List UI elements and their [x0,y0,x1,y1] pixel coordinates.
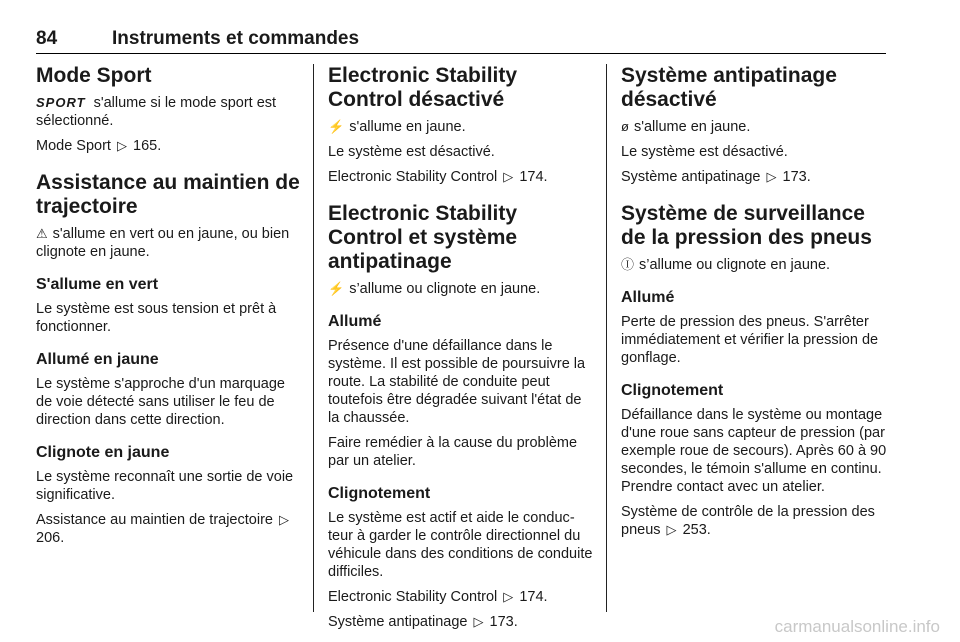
section-heading-esc-tc: Electronic Stability Control et système antipatinage [328,202,518,273]
column-3: Système antipatinage désactivé ø s'allume en jaune. Le système est désactivé. Système antipatinage ▷ 173. Système de surveillance de la pression des pneus Ⓘ s’allume ou clignote en jaune. Allumé Perte de pression des pneus. S'arrêter immédiatement et vérifier la pression de gonflage. Clignotement Défaillance dans le système ou montage d'une roue sans capteur de pression (par exemple roue de secours). Après 60 à 90 secondes, le témoin s'allume en continu. Prendre contact avec un atelier. Système de contrôle de la pression des pneus ▷ 253. [621,64,887,538]
header-divider [36,53,886,54]
page-ref-arrow-icon: ▷ [117,138,127,153]
esc-off-icon: ⚡ [328,119,345,134]
subheading-on: Allumé [621,289,675,306]
page-ref-arrow-icon: ▷ [503,169,514,184]
page-ref-link[interactable]: 173. [782,169,811,185]
watermark: carmanualsonline.info [774,617,940,636]
page-ref-link[interactable]: 174. [519,169,548,185]
column-divider-2 [606,64,607,612]
subheading-blink: Clignotement [328,485,431,502]
section-heading-tc-off: Système antipatinage désactivé [621,64,837,111]
tire-pressure-icon: Ⓘ [621,257,635,272]
page-ref-arrow-icon: ▷ [766,169,777,184]
chapter-title: Instruments et commandes [112,28,360,49]
page-ref-arrow-icon: ▷ [503,589,514,604]
page-ref-arrow-icon: ▷ [473,614,484,629]
sport-mode-icon: SPORT [36,95,86,110]
page-header [36,26,886,52]
page-ref-link[interactable]: 174. [519,589,548,605]
section-heading-esc-off: Electronic Stability Control désactivé [328,64,518,111]
subheading-blink-yellow: Clignote en jaune [36,444,170,461]
subheading-blink: Clignotement [621,382,724,399]
subheading-green: S'allume en vert [36,276,159,293]
column-divider-1 [313,64,314,612]
page-ref-link[interactable]: 206. [36,530,65,546]
column-1: Mode Sport SPORT s'allume si le mode sport est sélectionné. Mode Sport ▷ 165. Assistance au maintien de trajectoire ⚠ s'allume en vert ou en jaune, ou bien clignote en jaune. S'allume en vert Le système est sous tension et prêt à fonctionner. Allumé en jaune Le système s'approche d'un marquage de voie détecté sans utiliser le feu de direction dans cette direction. Clignote en jaune Le système reconnaît une sortie de voie significative. Assistance au maintien de trajectoire ▷ 206. [36,64,302,554]
esc-tc-icon: ⚡ [328,281,345,296]
section-heading-lane-assist: Assistance au maintien de trajectoire [36,171,300,218]
page-ref-arrow-icon: ▷ [279,512,289,527]
page-ref-link[interactable]: 165. [133,138,162,154]
section-heading-tpms: Système de surveillance de la pression des pneus [621,202,872,249]
traction-control-off-icon: ø [621,119,629,134]
section-heading-sport: Mode Sport [36,64,152,87]
page-ref-link[interactable]: 253. [682,522,711,538]
page-ref-arrow-icon: ▷ [666,522,677,537]
page-ref-link[interactable]: 173. [489,614,518,630]
subheading-on: Allumé [328,313,382,330]
subheading-yellow: Allumé en jaune [36,351,159,368]
lane-assist-icon: ⚠ [36,226,48,241]
page-number: 84 [36,28,58,49]
column-2: Electronic Stability Control désactivé ⚡ s'allume en jaune. Le système est désactivé. Electronic Stability Control ▷ 174. Electronic Stability Control et système antipatinage ⚡ s’allume ou clignote en jaune. Allumé Présence d'une défaillance dans le système. Il est possible de poursuivre la route. La stabilité de conduite peut toutefois être dégradée suivant l'état de la chaussée. Faire remédier à la cause du problème par un atelier. Clignotement Le système est actif et aide le conducteur à garder le contrôle directionnel du véhicule dans des conditions de conduite difficiles. Electronic Stability Control ▷ 174. Système antipatinage ▷ 173. [328,64,593,630]
